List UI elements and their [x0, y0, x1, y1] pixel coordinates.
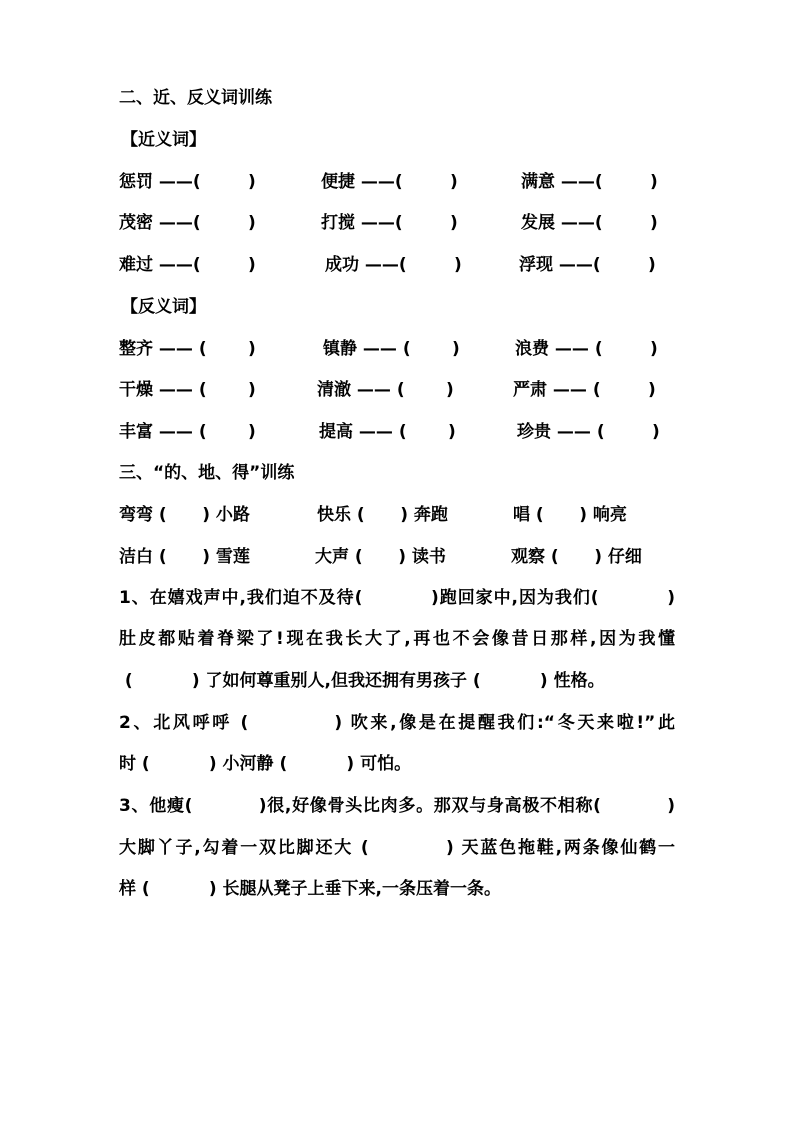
phrase-item: 唱 ( ) 响亮 [513, 505, 627, 525]
paragraph-line: 大脚丫子,勾着一双比脚还大 ( ) 天蓝色拖鞋,两条像仙鹤一 [119, 838, 675, 858]
paragraph-line: 3、他瘦( )很,好像骨头比肉多。那双与身高极不相称( ) [119, 796, 675, 816]
antonym-item: 镇静 —— ( ) [323, 339, 460, 359]
paragraph-line: 肚皮都贴着脊梁了!现在我长大了,再也不会像昔日那样,因为我懂 [119, 629, 675, 649]
antonym-item: 珍贵 —— ( ) [517, 422, 660, 442]
phrase-item: 弯弯 ( ) 小路 [119, 505, 250, 525]
paragraph-line: 1、在嬉戏声中,我们迫不及待( )跑回家中,因为我们( ) [119, 588, 675, 608]
section-3-title: 三、“的、地、得”训练 [119, 463, 295, 483]
paragraph-line: 样 ( ) 长腿从凳子上垂下来,一条压着一条。 [119, 879, 502, 899]
synonym-item: 满意 ——( ) [521, 172, 658, 192]
phrase-item: 观察 ( ) 仔细 [511, 547, 642, 567]
antonym-item: 严肃 —— ( ) [513, 380, 656, 400]
antonym-item: 干燥 —— ( ) [119, 380, 256, 400]
section-2-title: 二、近、反义词训练 [119, 88, 272, 108]
synonym-item: 打搅 ——( ) [321, 213, 458, 233]
antonym-item: 整齐 —— ( ) [119, 339, 256, 359]
paragraph-line: 时 ( ) 小河静 ( ) 可怕。 [119, 754, 412, 774]
antonym-item: 浪费 —— ( ) [515, 339, 658, 359]
antonym-header: 【反义词】 [121, 297, 206, 317]
phrase-item: 大声 ( ) 读书 [315, 547, 446, 567]
phrase-item: 洁白 ( ) 雪莲 [119, 547, 250, 567]
synonym-item: 难过 ——( ) [119, 255, 256, 275]
antonym-item: 清澈 —— ( ) [317, 380, 454, 400]
synonym-header: 【近义词】 [121, 130, 206, 150]
synonym-item: 成功 ——( ) [325, 255, 462, 275]
phrase-item: 快乐 ( ) 奔跑 [317, 505, 448, 525]
synonym-item: 茂密 ——( ) [119, 213, 256, 233]
paragraph-line: ( ) 了如何尊重别人,但我还拥有男孩子 ( ) 性格。 [119, 671, 605, 691]
antonym-item: 提高 —— ( ) [319, 422, 456, 442]
antonym-item: 丰富 —— ( ) [119, 422, 256, 442]
synonym-item: 浮现 ——( ) [519, 255, 656, 275]
synonym-item: 发展 ——( ) [521, 213, 658, 233]
paragraph-line: 2、北风呼呼 ( ) 吹来,像是在提醒我们:“冬天来啦!”此 [119, 713, 675, 733]
synonym-item: 惩罚 ——( ) [119, 172, 256, 192]
synonym-item: 便捷 ——( ) [321, 172, 458, 192]
